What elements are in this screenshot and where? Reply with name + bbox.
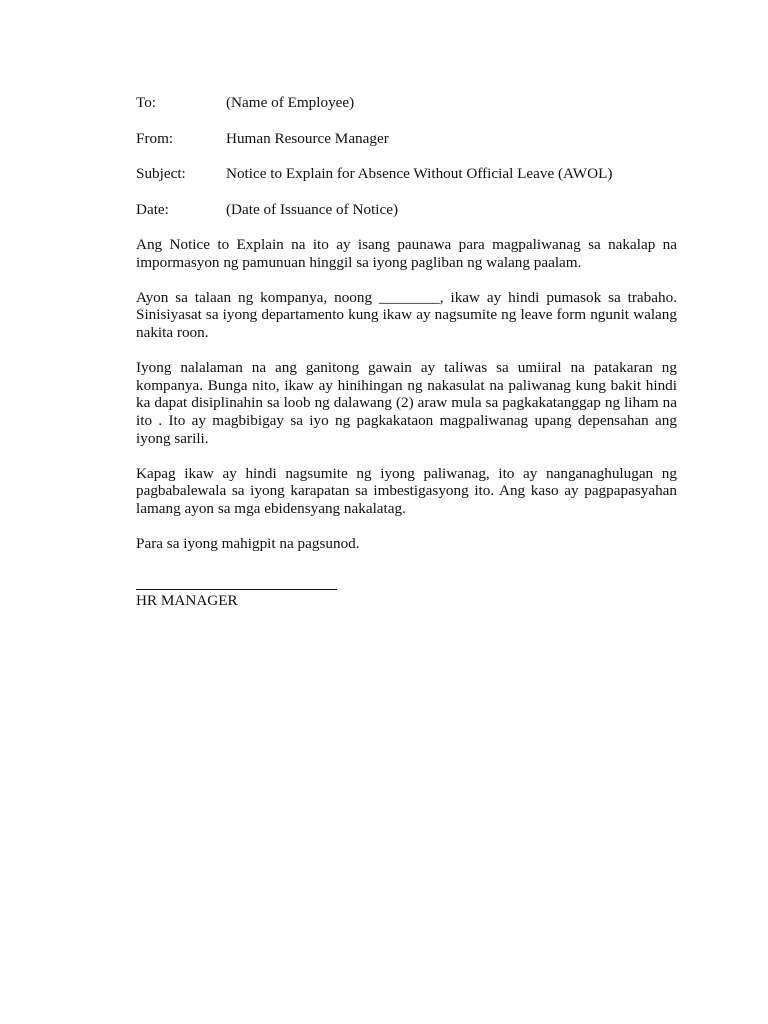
closing-line: Para sa iyong mahigpit na pagsunod. [136, 535, 360, 553]
signature-title: HR MANAGER [136, 591, 238, 609]
date-value: (Date of Issuance of Notice) [226, 200, 399, 218]
from-value: Human Resource Manager [226, 129, 389, 147]
date-label: Date: [136, 200, 169, 218]
subject-value: Notice to Explain for Absence Without Official Leave (AWOL) [226, 165, 613, 182]
subject-label: Subject: [136, 165, 186, 182]
body-paragraph-3: Iyong nalalaman na ang ganitong gawain ay taliwas sa umiiral na patakaran ng kompanya. Bunga nito, ikaw ay hinihingan ng nakasulat na paliwanag kung bakit hindi ka dapat disiplinahin sa loob ng dalawang (2) araw mula sa pagkakatanggap ng liham na ito . Ito ay magbibigay sa iyo ng pagkakataon magpaliwanag upang depensahan ang iyong sarili. [136, 359, 677, 447]
letter-page [136, 94, 677, 609]
signature-line [136, 589, 337, 590]
body-paragraph-1: Ang Notice to Explain na ito ay isang paunawa para magpaliwanag sa nakalap na impormasyon ng pamunuan hinggil sa iyong pagliban ng walang paalam. [136, 236, 677, 271]
from-label: From: [136, 129, 174, 147]
header-date-row [136, 201, 677, 219]
signature-block [136, 589, 677, 610]
header-to-row [136, 94, 677, 112]
body-paragraph-2: Ayon sa talaan ng kompanya, noong ________, ikaw ay hindi pumasok sa trabaho. Sinisiyasat sa iyong departamento kung ikaw ay nagsumite ng leave form ngunit walang nakita roon. [136, 288, 677, 341]
header-subject-row [136, 165, 677, 183]
header-from-row [136, 130, 677, 148]
to-label: To: [136, 94, 157, 111]
to-value: (Name of Employee) [226, 94, 355, 111]
body-paragraph-4: Kapag ikaw ay hindi nagsumite ng iyong paliwanag, ito ay nanganaghulugan ng pagbabalewala sa iyong karapatan sa imbestigasyong ito. Ang kaso ay pagpapasyahan lamang ayon sa mga ebidensyang nakalatag. [136, 464, 677, 517]
